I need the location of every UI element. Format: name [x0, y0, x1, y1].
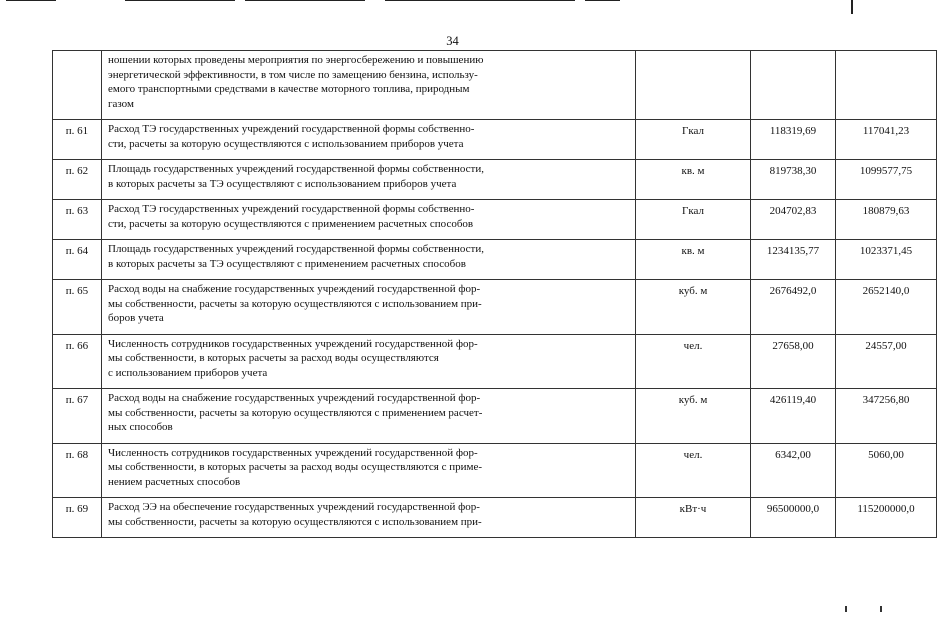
unit-cell: чел.	[636, 334, 751, 389]
description-line: Площадь государственных учреждений государственной формы собственности,	[108, 163, 484, 175]
indicator-description-cell	[102, 280, 636, 335]
indicator-description-cell	[102, 443, 636, 498]
indicator-description-cell	[102, 389, 636, 444]
unit-cell: куб. м	[636, 280, 751, 335]
unit-cell: кв. м	[636, 160, 751, 200]
description-line: газом	[108, 97, 134, 110]
row-number-cell: п. 61	[53, 120, 102, 160]
value-cell-1: 6342,00	[751, 443, 836, 498]
indicator-description-cell	[102, 498, 636, 538]
scan-header-line	[245, 0, 365, 1]
row-number-cell	[53, 51, 102, 120]
table-body	[53, 51, 937, 538]
value-cell-2: 115200000,0	[836, 498, 937, 538]
value-cell-2: 117041,23	[836, 120, 937, 160]
description-line: Численность сотрудников государственных учреждений государственной фор-	[108, 446, 478, 459]
row-number-cell: п. 64	[53, 240, 102, 280]
table-row	[53, 120, 937, 160]
description-line: мы собственности, расчеты за которую осуществляются с использованием при-	[108, 515, 482, 528]
cell-padding	[108, 529, 629, 533]
table-row	[53, 389, 937, 444]
cell-padding	[108, 191, 629, 195]
unit-cell: кв. м	[636, 240, 751, 280]
value-cell-1: 1234135,77	[751, 240, 836, 280]
indicator-description-cell	[102, 120, 636, 160]
cell-padding	[108, 151, 629, 155]
scan-corner-mark	[851, 0, 853, 14]
table-row	[53, 200, 937, 240]
description-line: емого транспортными средствами в качестве моторного топлива, природным	[108, 83, 470, 95]
description-line: сти, расчеты за которую осуществляются с применением расчетных способов	[108, 217, 474, 230]
scan-header-line	[6, 0, 56, 1]
description-line: боров учета	[108, 312, 164, 324]
table-row	[53, 160, 937, 200]
description-line: нением расчетных способов	[108, 475, 241, 488]
description-line: Расход ТЭ государственных учреждений государственной формы собственно-	[108, 123, 475, 135]
indicator-description-cell	[102, 334, 636, 389]
value-cell-2: 2652140,0	[836, 280, 937, 335]
scan-header-line	[585, 0, 620, 1]
cell-padding	[108, 380, 629, 384]
page-number: 34	[446, 34, 459, 48]
description-line: в которых расчеты за ТЭ осуществляют с использованием приборов учета	[108, 177, 457, 190]
row-number-cell: п. 66	[53, 334, 102, 389]
value-cell-2: 1099577,75	[836, 160, 937, 200]
description-line: сти, расчеты за которую осуществляются с использованием приборов учета	[108, 137, 464, 150]
scan-header-line	[385, 0, 575, 1]
description-line: Площадь государственных учреждений государственной формы собственности,	[108, 243, 484, 255]
cell-padding	[108, 489, 629, 493]
cell-padding	[108, 111, 629, 115]
scan-edge-mark	[845, 606, 847, 612]
description-line: мы собственности, в которых расчеты за расход воды осуществляются	[108, 352, 439, 364]
unit-cell: Гкал	[636, 200, 751, 240]
value-cell-2: 1023371,45	[836, 240, 937, 280]
row-number-cell: п. 67	[53, 389, 102, 444]
value-cell-1	[751, 51, 836, 120]
indicator-description-cell	[102, 200, 636, 240]
description-line: мы собственности, в которых расчеты за расход воды осуществляются с приме-	[108, 461, 482, 473]
row-number-cell: п. 69	[53, 498, 102, 538]
value-cell-2: 180879,63	[836, 200, 937, 240]
description-line: Расход ЭЭ на обеспечение государственных учреждений государственной фор-	[108, 501, 480, 513]
description-line: Расход воды на снабжение государственных учреждений государственной фор-	[108, 283, 481, 295]
indicator-description-cell	[102, 51, 636, 120]
description-line: энергетической эффективности, в том числе по замещению бензина, использу-	[108, 68, 478, 81]
table-row	[53, 334, 937, 389]
table-row	[53, 443, 937, 498]
description-line: в которых расчеты за ТЭ осуществляют с применением расчетных способов	[108, 257, 466, 270]
description-line: ных способов	[108, 421, 173, 433]
value-cell-1: 2676492,0	[751, 280, 836, 335]
indicator-description-cell	[102, 240, 636, 280]
description-line: мы собственности, расчеты за которую осуществляются с применением расчет-	[108, 406, 483, 419]
description-line: Расход ТЭ государственных учреждений государственной формы собственно-	[108, 203, 475, 215]
unit-cell	[636, 51, 751, 120]
value-cell-2: 5060,00	[836, 443, 937, 498]
indicator-description-cell	[102, 160, 636, 200]
row-number-cell: п. 63	[53, 200, 102, 240]
scan-header-line	[125, 0, 235, 1]
unit-cell: куб. м	[636, 389, 751, 444]
value-cell-2: 347256,80	[836, 389, 937, 444]
row-number-cell: п. 62	[53, 160, 102, 200]
table-row	[53, 498, 937, 538]
value-cell-1: 819738,30	[751, 160, 836, 200]
description-line: Расход воды на снабжение государственных учреждений государственной фор-	[108, 392, 481, 404]
value-cell-1: 118319,69	[751, 120, 836, 160]
table-row	[53, 51, 937, 120]
table-row	[53, 240, 937, 280]
value-cell-1: 204702,83	[751, 200, 836, 240]
value-cell-1: 426119,40	[751, 389, 836, 444]
table-row	[53, 280, 937, 335]
description-line: мы собственности, расчеты за которую осуществляются с использованием при-	[108, 297, 482, 310]
cell-padding	[108, 435, 629, 439]
row-number-cell: п. 65	[53, 280, 102, 335]
cell-padding	[108, 271, 629, 275]
unit-cell: чел.	[636, 443, 751, 498]
value-cell-1: 96500000,0	[751, 498, 836, 538]
value-cell-2	[836, 51, 937, 120]
description-line: с использованием приборов учета	[108, 366, 268, 379]
indicators-table	[52, 50, 937, 538]
description-line: ношении которых проведены мероприятия по энергосбережению и повышению	[108, 54, 484, 66]
cell-padding	[108, 326, 629, 330]
row-number-cell: п. 68	[53, 443, 102, 498]
value-cell-2: 24557,00	[836, 334, 937, 389]
value-cell-1: 27658,00	[751, 334, 836, 389]
cell-padding	[108, 231, 629, 235]
scan-edge-mark	[880, 606, 882, 612]
description-line: Численность сотрудников государственных учреждений государственной фор-	[108, 337, 478, 350]
unit-cell: Гкал	[636, 120, 751, 160]
unit-cell: кВт·ч	[636, 498, 751, 538]
